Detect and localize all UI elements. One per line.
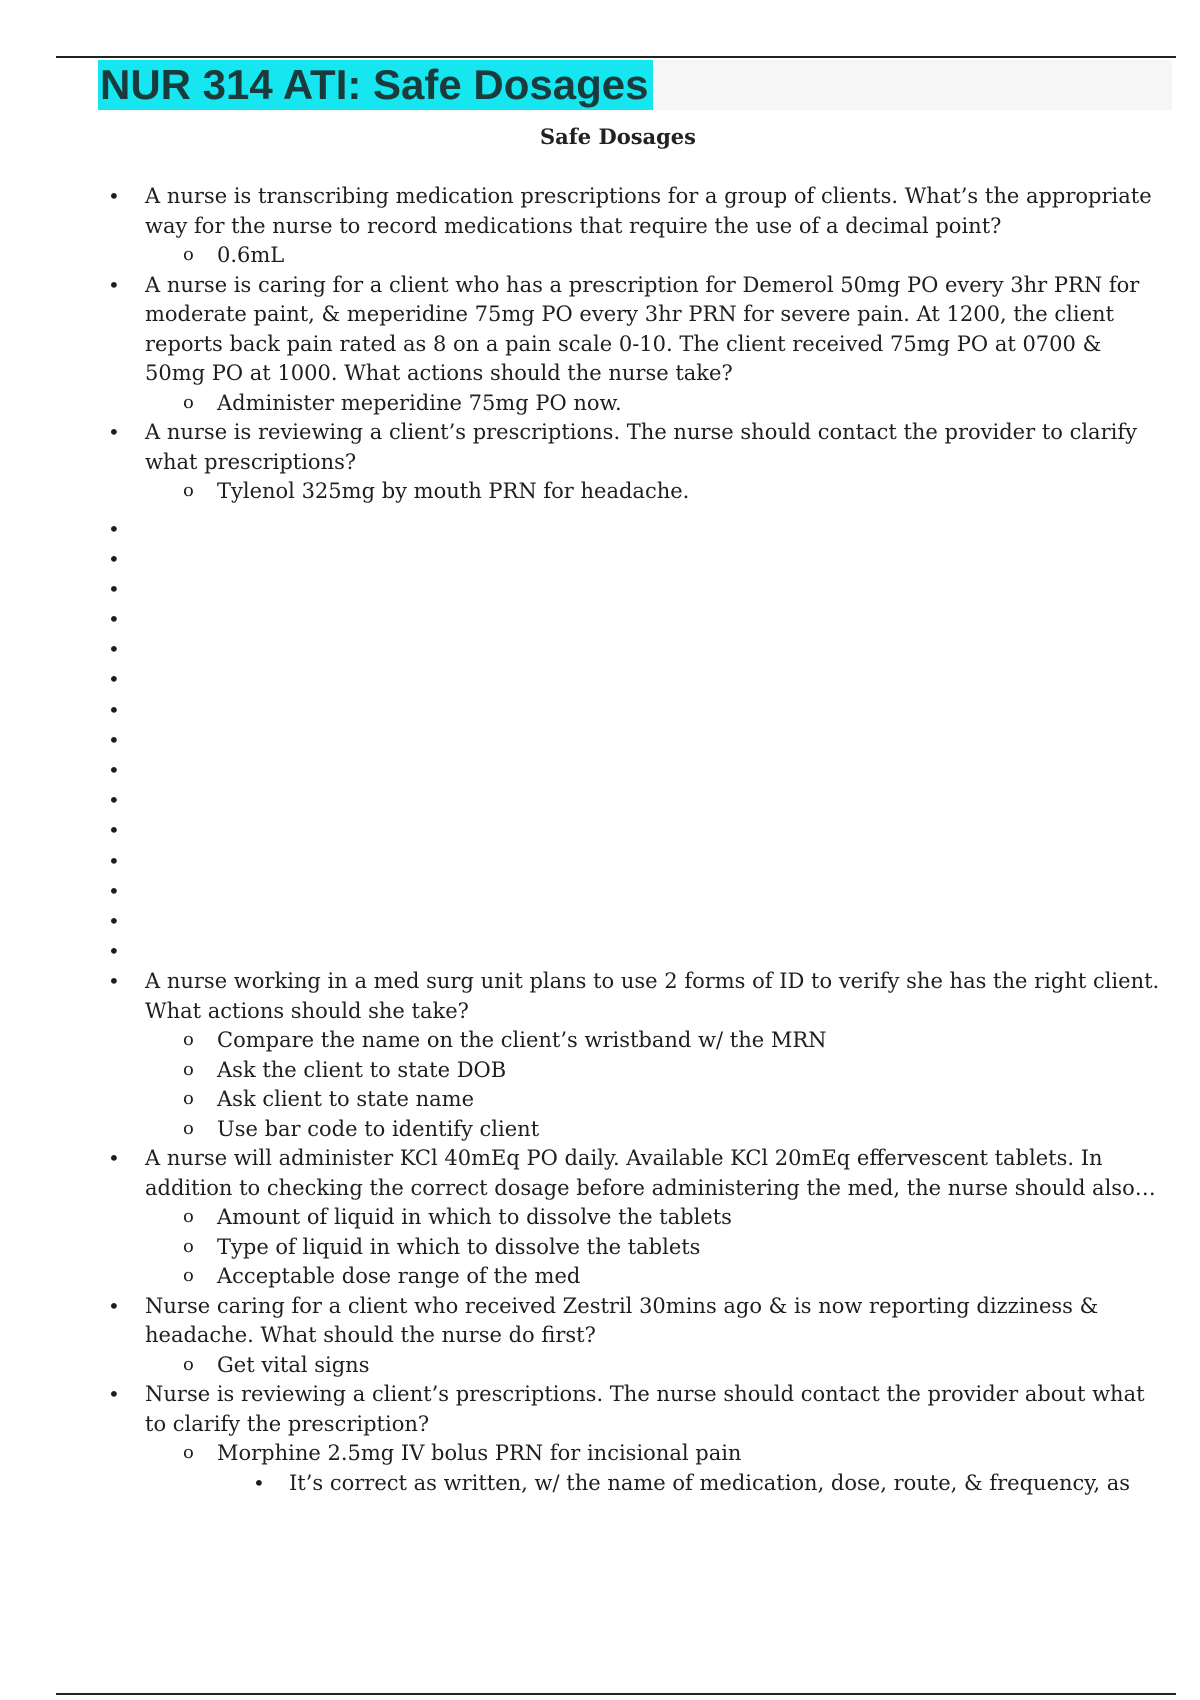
question-item: • A nurse is caring for a client who has a prescription for Demerol 50mg PO every 3hr PRN for moderate paint, & meperidine 75mg PO every 3hr PRN for severe pain. At 1200, the client reports back pain rated as 8 on a pain scale 0-10. The client received 75mg PO at 0700 & 50mg PO at 1000. What actions should the nurse take? [0,271,1200,389]
answer-item: o Acceptable dose range of the med [0,1262,1200,1292]
question-item: • A nurse working in a med surg unit plans to use 2 forms of ID to verify she has the right client. What actions should she take? [0,967,1200,1026]
question-item: • A nurse will administer KCl 40mEq PO daily. Available KCl 20mEq effervescent tablets. In addition to checking the correct dosage before administering the med, the nurse should also… [0,1144,1200,1203]
question-item: • Nurse caring for a client who received Zestril 30mins ago & is now reporting dizziness & headache. What should the nurse do first? [0,1292,1200,1351]
answer-item: o Compare the name on the client’s wristband w/ the MRN [0,1026,1200,1056]
empty-bullet [0,696,1200,726]
empty-bullet [0,605,1200,635]
answer-item: o Type of liquid in which to dissolve the tablets [0,1233,1200,1263]
answer-item: o Tylenol 325mg by mouth PRN for headache. [0,477,1200,507]
answer-item: o Ask client to state name [0,1085,1200,1115]
question-list [0,182,1200,1498]
empty-bullet [0,515,1200,545]
question-item: • A nurse is transcribing medication prescriptions for a group of clients. What’s the appropriate way for the nurse to record medications that require the use of a decimal point? [0,182,1200,241]
empty-bullet [0,635,1200,665]
answer-item: o Administer meperidine 75mg PO now. [0,389,1200,419]
empty-bullet [0,665,1200,695]
empty-bullet [0,545,1200,575]
spacer [0,507,1200,515]
section-heading: Safe Dosages [540,124,696,149]
empty-bullet [0,756,1200,786]
question-item: • A nurse is reviewing a client’s prescriptions. The nurse should contact the provider to clarify what prescriptions? [0,418,1200,477]
answer-item: o Get vital signs [0,1351,1200,1381]
answer-item: o Amount of liquid in which to dissolve the tablets [0,1203,1200,1233]
empty-bullet [0,786,1200,816]
empty-bullet [0,937,1200,967]
empty-bullet [0,575,1200,605]
answer-item: o Ask the client to state DOB [0,1056,1200,1086]
answer-item: o Use bar code to identify client [0,1115,1200,1145]
empty-bullet [0,726,1200,756]
bottom-rule [56,1693,1176,1695]
empty-bullet [0,907,1200,937]
empty-bullet [0,877,1200,907]
document-title: NUR 314 ATI: Safe Dosages [98,60,653,110]
empty-bullet [0,816,1200,846]
question-item: • Nurse is reviewing a client’s prescriptions. The nurse should contact the provider about what to clarify the prescription? [0,1380,1200,1439]
rationale-item: • It’s correct as written, w/ the name of medication, dose, route, & frequency, as [0,1469,1200,1499]
answer-item: o Morphine 2.5mg IV bolus PRN for incisional pain [0,1439,1200,1469]
answer-item: o 0.6mL [0,241,1200,271]
top-rule [56,56,1176,58]
empty-bullet [0,847,1200,877]
